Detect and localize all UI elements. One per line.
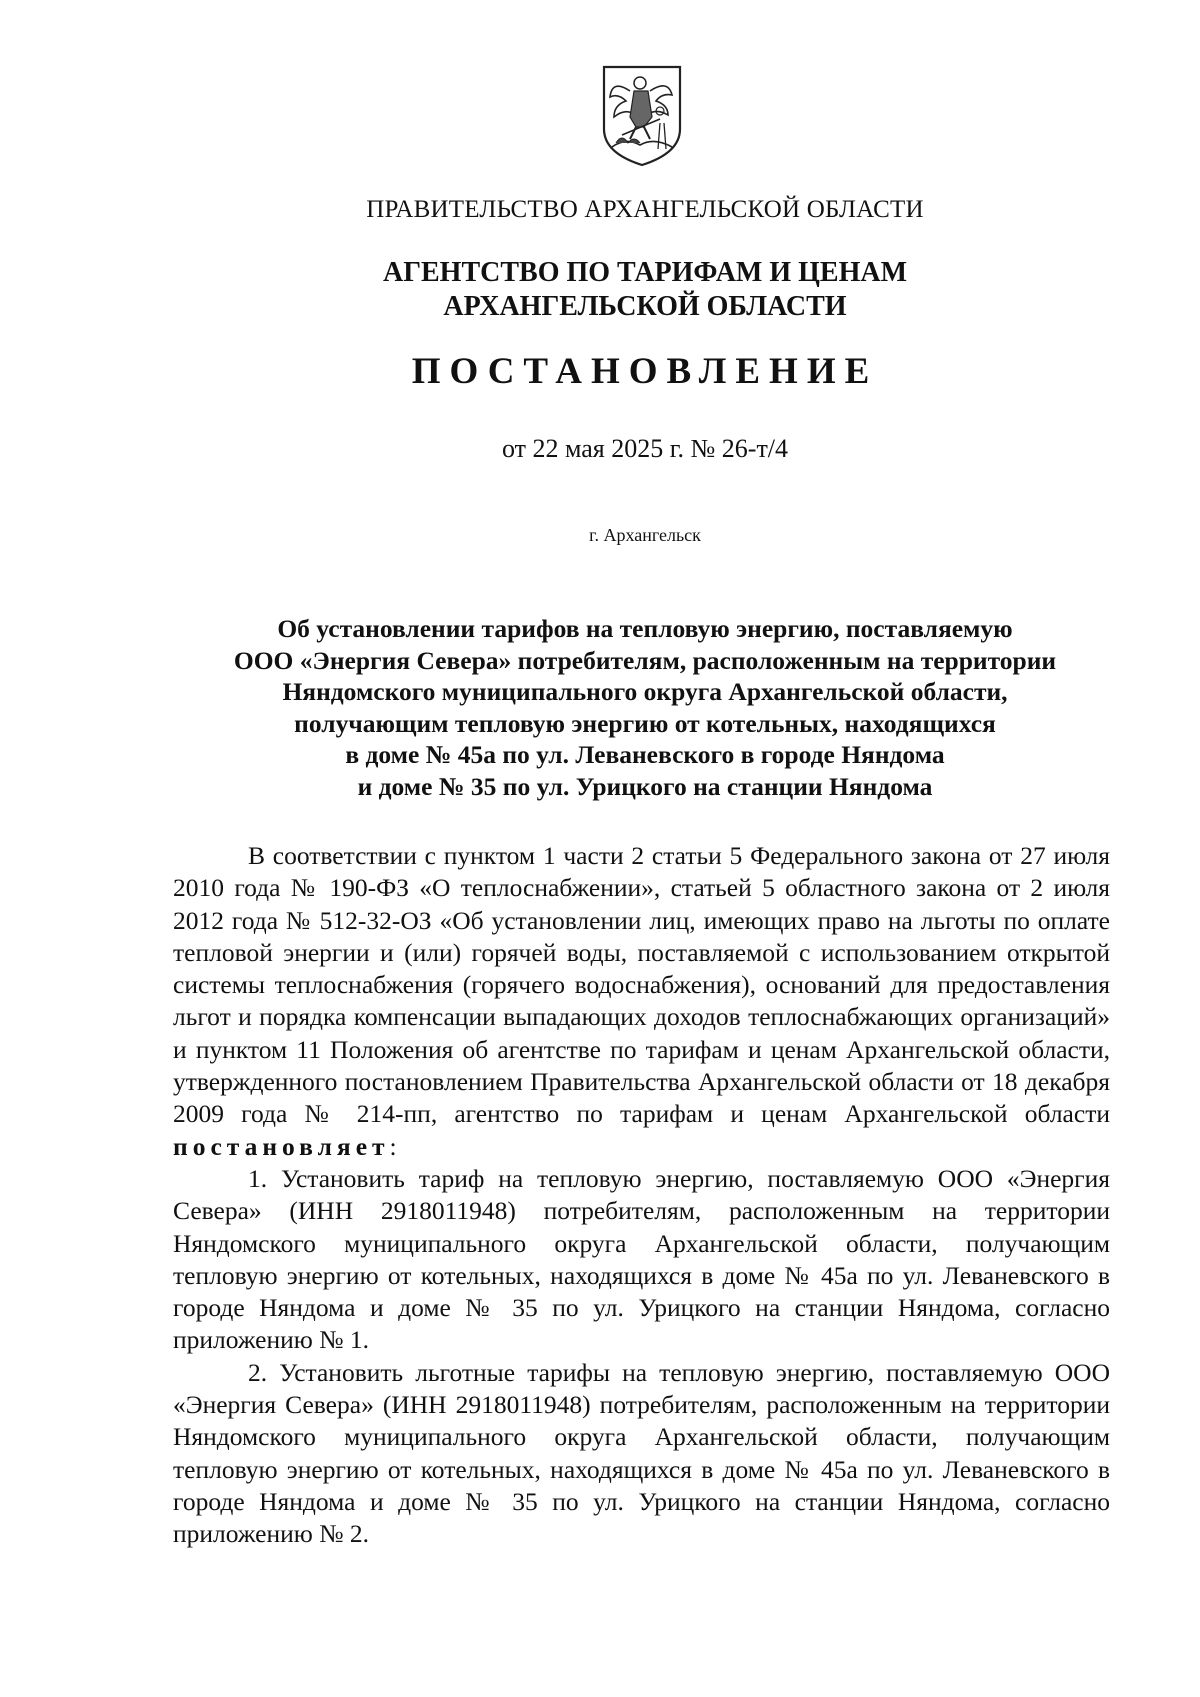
government-title: ПРАВИТЕЛЬСТВО АРХАНГЕЛЬСКОЙ ОБЛАСТИ <box>366 196 924 223</box>
decree-item-1: 1. Установить тариф на тепловую энергию, поставляемую ООО «Энергия Севера» (ИНН 2918011948) потребителям, расположенным на территории Няндомского муниципального округа Архангельской области, получающим тепловую энергию от котельных, находящихся в доме № 45а по ул. Леваневского в городе Няндома и доме № 35 по ул. Урицкого на станции Няндома, согласно приложению № 1. <box>173 1163 1110 1355</box>
document-city: г. Архангельск <box>589 525 701 545</box>
decrees-word: постановляет <box>173 1131 390 1161</box>
document-type: ПОСТАНОВЛЕНИЕ <box>411 351 879 392</box>
subject-line: и доме № 35 по ул. Урицкого на станции Няндома <box>357 771 933 801</box>
subject-line: в доме № 45а по ул. Леваневского в городе Няндома <box>345 740 945 769</box>
subject-line: получающим тепловую энергию от котельных, находящихся <box>294 708 996 738</box>
subject-line: ООО «Энергия Севера» потребителям, расположенным на территории <box>233 645 1057 675</box>
arkhangelsk-coat-of-arms-icon <box>600 63 684 169</box>
document-subject <box>170 613 1120 802</box>
agency-title-line1: АГЕНТСТВО ПО ТАРИФАМ И ЦЕНАМ <box>382 257 908 288</box>
preamble-text: В соответствии с пунктом 1 части 2 статьи 5 Федерального закона от 27 июля 2010 года № 190-ФЗ «О теплоснабжении», статьей 5 областного закона от 2 июля 2012 года № 512-32-ОЗ «Об установлении лиц, имеющих право на льготы по оплате тепловой энергии и (или) горячей воды, поставляемой с использованием открытой системы теплоснабжения (горячего водоснабжения), оснований для предоставления льгот и порядка компенсации выпадающих доходов теплоснабжающих организаций» и пунктом 11 Положения об агентстве по тарифам и ценам Архангельской области, утвержденного постановлением Правительства Архангельской области от 18 декабря 2009 года № 214-пп, агентство по тарифам и ценам Архангельской области <box>173 841 1110 1129</box>
document-date-number: от 22 мая 2025 г. № 26-т/4 <box>501 434 789 463</box>
subject-line: Няндомского муниципального округа Архангельской области, <box>282 677 1008 706</box>
decree-item-2: 2. Установить льготные тарифы на тепловую энергию, поставляемую ООО «Энергия Севера» (ИНН 2918011948) потребителям, расположенным на территории Няндомского муниципального округа Архангельской области, получающим тепловую энергию от котельных, находящихся в доме № 45а по ул. Леваневского в городе Няндома и доме № 35 по ул. Урицкого на станции Няндома, согласно приложению № 2. <box>173 1357 1110 1549</box>
subject-line: Об установлении тарифов на тепловую энергию, поставляемую <box>277 614 1013 643</box>
agency-title <box>170 256 1120 324</box>
decrees-colon: : <box>389 1131 397 1161</box>
preamble-paragraph <box>173 840 1110 1163</box>
document-body <box>173 840 1110 1551</box>
agency-title-line2: АРХАНГЕЛЬСКОЙ ОБЛАСТИ <box>443 291 847 322</box>
